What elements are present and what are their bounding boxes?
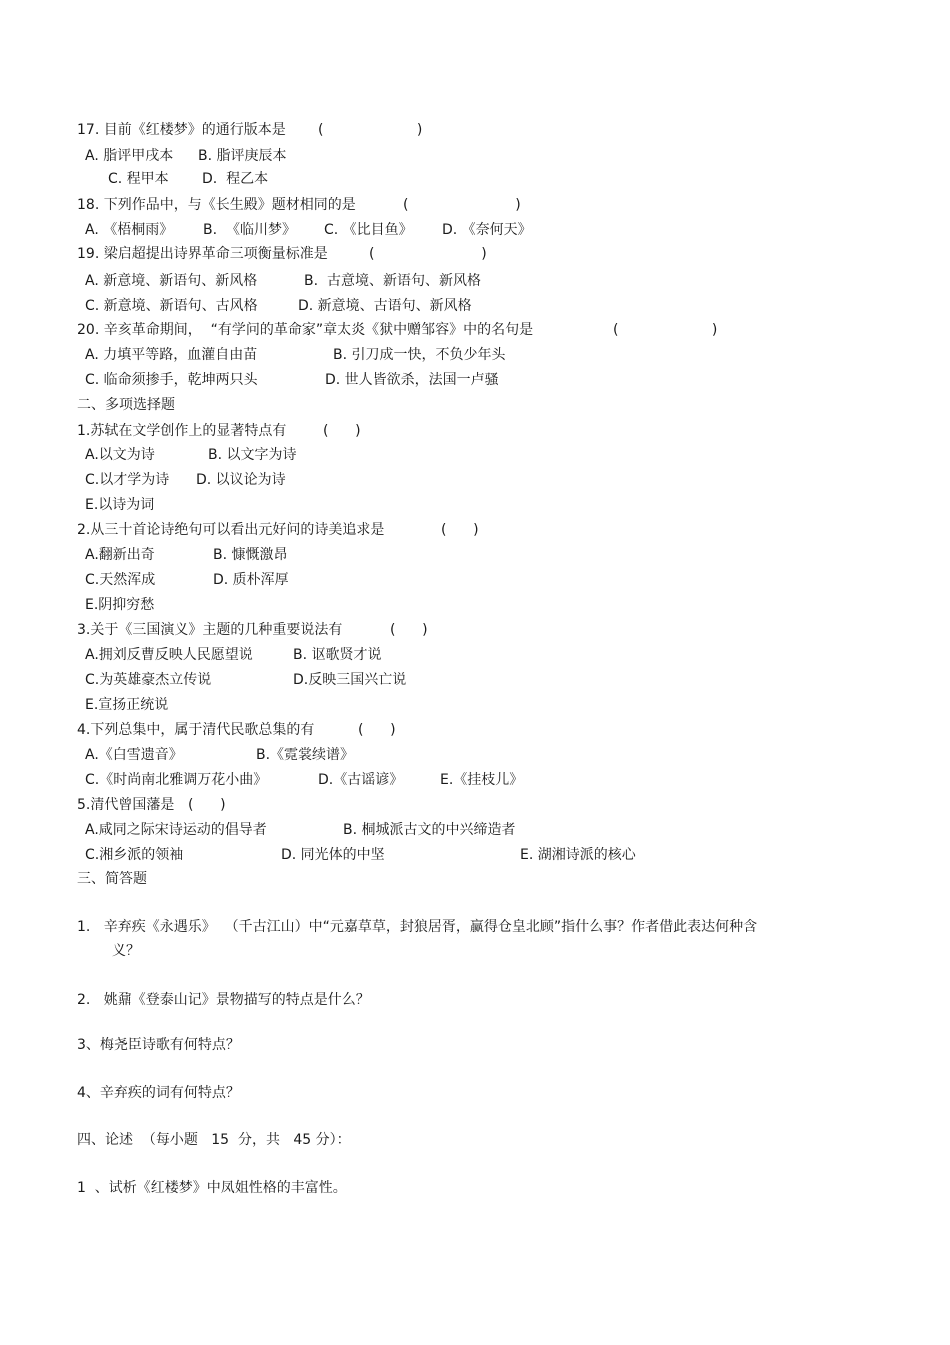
- m5-option-d: D. 同光体的中坚: [281, 847, 385, 863]
- m2-option-c: C.天然浑成: [85, 572, 156, 588]
- short-answer-1-line1: 1. 辛弃疾《永遇乐》 （千古江山）中“元嘉草草，封狼居胥，赢得仓皇北顾”指什么事？作者借此表达何种含: [77, 919, 758, 935]
- q17-stem: 17. 目前《红楼梦》的通行版本是: [77, 122, 286, 138]
- m1-option-d: D. 以议论为诗: [196, 472, 286, 488]
- m1-option-e: E.以诗为词: [85, 497, 155, 513]
- q17-option-c: C. 程甲本: [108, 171, 169, 187]
- short-answer-4: 4、辛弃疾的词有何特点？: [77, 1085, 240, 1101]
- q20-option-a: A. 力填平等路，血灌自由苗: [85, 347, 258, 363]
- m3-option-a: A.拥刘反曹反映人民愿望说: [85, 647, 253, 663]
- q17-option-d: D. 程乙本: [202, 171, 269, 187]
- m2-option-a: A.翻新出奇: [85, 547, 155, 563]
- q19-stem: 19. 梁启超提出诗界革命三项衡量标准是: [77, 246, 328, 262]
- q18-option-d: D. 《奈何天》: [442, 222, 532, 238]
- m5-answer-blank: ( ): [188, 797, 226, 813]
- m3-stem: 3.关于《三国演义》主题的几种重要说法有: [77, 622, 343, 638]
- m2-option-e: E.阴抑穷愁: [85, 597, 155, 613]
- q18-stem: 18. 下列作品中，与《长生殿》题材相同的是: [77, 197, 356, 213]
- m1-stem: 1.苏轼在文学创作上的显著特点有: [77, 423, 287, 439]
- m4-option-b: B.《霓裳续谱》: [256, 747, 355, 763]
- m5-stem: 5.清代曾国藩是: [77, 797, 175, 813]
- q20-option-b: B. 引刀成一快，不负少年头: [333, 347, 506, 363]
- m1-option-b: B. 以文字为诗: [208, 447, 297, 463]
- q19-option-b: B. 古意境、新语句、新风格: [304, 273, 481, 289]
- m4-stem: 4.下列总集中，属于清代民歌总集的有: [77, 722, 315, 738]
- section-heading-short-answer: 三、简答题: [77, 871, 147, 887]
- q19-option-c: C. 新意境、新语句、古风格: [85, 298, 258, 314]
- m4-option-c: C.《时尚南北雅调万花小曲》: [85, 772, 268, 788]
- m1-option-c: C.以才学为诗: [85, 472, 170, 488]
- m4-option-a: A.《白雪遗音》: [85, 747, 183, 763]
- q19-answer-blank: ( ): [369, 246, 487, 262]
- q17-option-a: A. 脂评甲戌本: [85, 148, 174, 164]
- section-heading-essay: 四、论述 （每小题 15 分，共 45 分）：: [77, 1132, 351, 1148]
- q17-option-b: B. 脂评庚辰本: [198, 148, 287, 164]
- q19-option-d: D. 新意境、古语句、新风格: [298, 298, 472, 314]
- q20-stem: 20. 辛亥革命期间， “有学问的革命家”章太炎《狱中赠邹容》中的名句是: [77, 322, 534, 338]
- m3-option-e: E.宣扬正统说: [85, 697, 169, 713]
- m5-option-a: A.咸同之际宋诗运动的倡导者: [85, 822, 267, 838]
- short-answer-1-line2: 义？: [112, 943, 140, 959]
- q20-option-c: C. 临命须掺手，乾坤两只头: [85, 372, 258, 388]
- m3-option-c: C.为英雄豪杰立传说: [85, 672, 212, 688]
- m4-answer-blank: ( ): [358, 722, 396, 738]
- m5-option-c: C.湘乡派的领袖: [85, 847, 184, 863]
- m2-option-b: B. 慷慨激昂: [213, 547, 288, 563]
- m2-option-d: D. 质朴浑厚: [213, 572, 289, 588]
- m2-answer-blank: ( ): [441, 522, 479, 538]
- m1-option-a: A.以文为诗: [85, 447, 155, 463]
- m4-option-e: E.《挂枝儿》: [440, 772, 524, 788]
- q17-answer-blank: ( ): [318, 122, 423, 138]
- m4-option-d: D.《古谣谚》: [318, 772, 404, 788]
- essay-question-1: 1 、试析《红楼梦》中凤姐性格的丰富性。: [77, 1180, 347, 1196]
- q20-answer-blank: ( ): [613, 322, 718, 338]
- short-answer-3: 3、梅尧臣诗歌有何特点？: [77, 1037, 240, 1053]
- short-answer-2: 2. 姚鼐《登泰山记》景物描写的特点是什么？: [77, 992, 370, 1008]
- m3-option-d: D.反映三国兴亡说: [293, 672, 407, 688]
- m5-option-e: E. 湖湘诗派的核心: [520, 847, 636, 863]
- m5-option-b: B. 桐城派古文的中兴缔造者: [343, 822, 516, 838]
- q18-answer-blank: ( ): [403, 197, 521, 213]
- m2-stem: 2.从三十首论诗绝句可以看出元好问的诗美追求是: [77, 522, 385, 538]
- q19-option-a: A. 新意境、新语句、新风格: [85, 273, 258, 289]
- m3-option-b: B. 讴歌贤才说: [293, 647, 382, 663]
- section-heading-multiple-choice: 二、多项选择题: [77, 397, 175, 413]
- m3-answer-blank: ( ): [390, 622, 428, 638]
- q18-option-c: C. 《比目鱼》: [324, 222, 413, 238]
- q18-option-b: B. 《临川梦》: [203, 222, 296, 238]
- q18-option-a: A. 《梧桐雨》: [85, 222, 174, 238]
- m1-answer-blank: ( ): [323, 423, 361, 439]
- q20-option-d: D. 世人皆欲杀，法国一卢骚: [325, 372, 499, 388]
